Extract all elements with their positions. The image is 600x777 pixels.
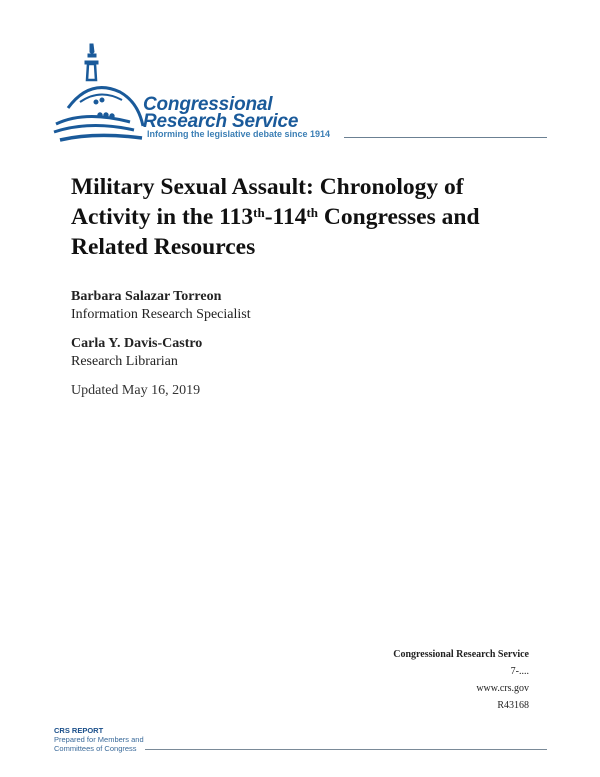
- brand-name-line2: Research Service: [143, 111, 299, 132]
- updated-date: Updated May 16, 2019: [71, 383, 201, 398]
- report-number: R43168: [497, 700, 529, 711]
- crs-code: 7-....: [510, 666, 529, 677]
- brand-name-line1: Congressional: [143, 94, 273, 115]
- author-role: Information Research Specialist: [71, 307, 251, 322]
- title-text: Congresses and Related Resources: [71, 204, 480, 260]
- footer-label: CRS REPORT: [54, 726, 104, 735]
- footer-divider: [145, 749, 547, 750]
- author-name: Carla Y. Davis-Castro: [71, 336, 203, 351]
- author-role: Research Librarian: [71, 354, 178, 369]
- footer-line2: Committees of Congress: [54, 744, 137, 753]
- tagline: Informing the legislative debate since 1914: [147, 129, 331, 139]
- crs-website: www.crs.gov: [476, 683, 529, 694]
- author-name: Barbara Salazar Torreon: [71, 289, 222, 304]
- author-1: [71, 288, 251, 324]
- header-divider: [344, 137, 547, 138]
- report-title: [71, 172, 531, 262]
- title-text: -114: [264, 204, 307, 230]
- title-superscript: th: [306, 205, 319, 220]
- title-text: Military Sexual Assault: Chronology of Activity in the 113: [71, 174, 464, 230]
- footer-line1: Prepared for Members and: [54, 735, 144, 744]
- crs-info-block: [393, 646, 529, 714]
- footer: [54, 726, 144, 753]
- crs-org-name: Congressional Research Service: [393, 649, 529, 660]
- author-2: [71, 335, 202, 371]
- title-superscript: th: [253, 205, 265, 220]
